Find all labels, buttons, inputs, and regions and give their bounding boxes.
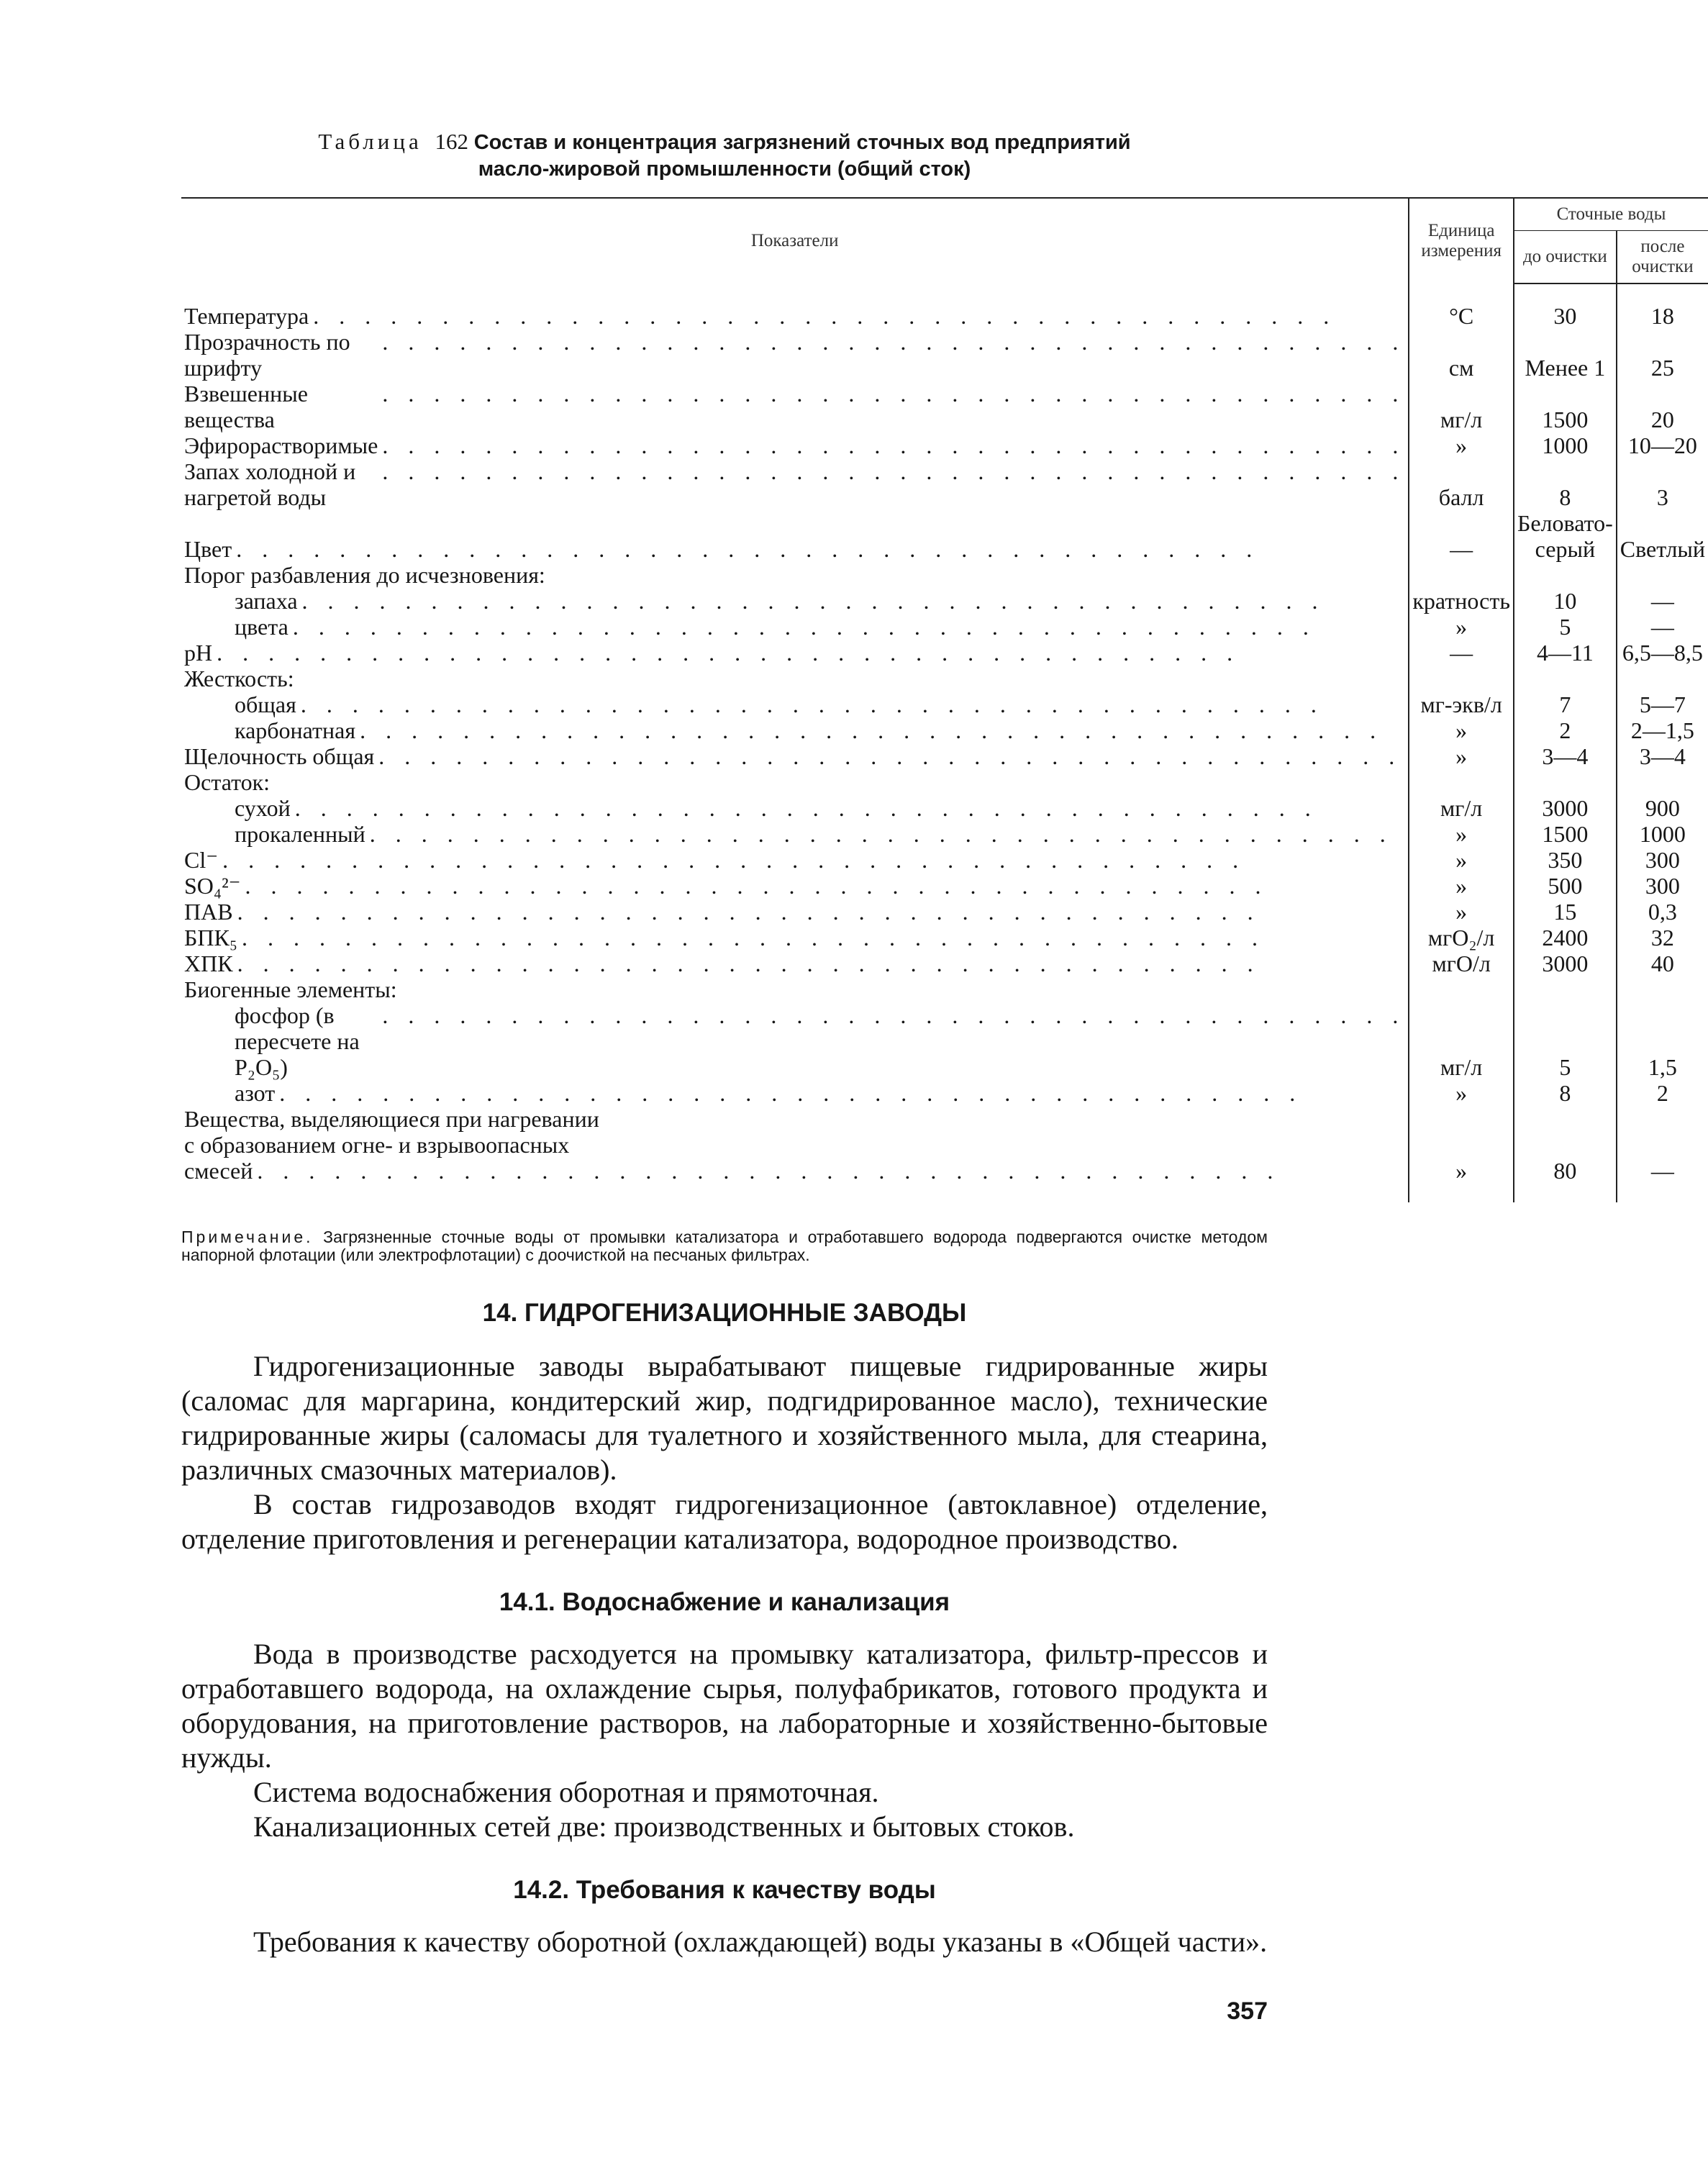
- row-before: [1514, 976, 1617, 1002]
- row-label: с образованием огне- и взрывоопасных: [184, 1132, 573, 1158]
- table-row: [181, 1158, 1708, 1202]
- row-after: 0,3: [1617, 899, 1708, 925]
- row-after: 20: [1617, 381, 1708, 432]
- row-unit: »: [1409, 1080, 1514, 1106]
- row-after: 18: [1617, 284, 1708, 329]
- row-label-cell: [181, 432, 1409, 458]
- row-after: 300: [1617, 873, 1708, 899]
- row-label: Жесткость:: [184, 666, 299, 691]
- row-label: запаха: [235, 588, 302, 614]
- row-label: Остаток:: [184, 769, 274, 795]
- table-row: [181, 614, 1708, 640]
- leader-dots: . . . . . . . . . . . . . . . . . . . . . . . . . . . . . . . . . . . . . . . .: [301, 588, 1325, 614]
- row-before: [1514, 562, 1617, 588]
- row-after: [1617, 976, 1708, 1002]
- row-label: БПК₅: [184, 925, 242, 951]
- row-unit: »: [1409, 873, 1514, 899]
- leader-dots: . . . . . . . . . . . . . . . . . . . . . . . . . . . . . . . . . . . . . . . .: [222, 847, 1246, 873]
- header-before: до очистки: [1514, 231, 1617, 284]
- table-row: [181, 381, 1708, 432]
- leader-dots: . . . . . . . . . . . . . . . . . . . . . . . . . . . . . . . . . . . . . . . .: [382, 432, 1406, 458]
- row-before: 15: [1514, 899, 1617, 925]
- table-row: [181, 951, 1708, 976]
- row-label-cell: [181, 1002, 1409, 1080]
- table-row: [181, 458, 1708, 510]
- row-before: 4—11: [1514, 640, 1617, 666]
- section-14-paragraph-2: В состав гидрозаводов входят гидрогенизационное (автоклавное) отделение, отделение приготовления и регенерации катализатора, водородное производство.: [181, 1488, 1268, 1555]
- row-after: Светлый: [1617, 510, 1708, 562]
- leader-dots: . . . . . . . . . . . . . . . . . . . . . . . . . . . . . . . . . . . . . . . .: [300, 691, 1324, 717]
- table-row: [181, 743, 1708, 769]
- row-unit: мг-экв/л: [1409, 691, 1514, 717]
- row-unit: »: [1409, 847, 1514, 873]
- row-label-cell: [181, 821, 1409, 847]
- table-row: [181, 1002, 1708, 1080]
- note-text: Загрязненные сточные воды от промывки катализатора и отработавшего водорода подвергаются очистке методом напорной флотации (или электрофлотации) с доочисткой на песчаных фильтрах.: [181, 1228, 1268, 1264]
- row-unit: мгO/л: [1409, 951, 1514, 976]
- section-14-1-paragraph-3: Канализационных сетей две: производственных и бытовых стоков.: [253, 1810, 1075, 1843]
- row-label-cell: [181, 976, 1409, 1002]
- row-label-cell: [181, 743, 1409, 769]
- row-unit: »: [1409, 1158, 1514, 1202]
- row-after: 2: [1617, 1080, 1708, 1106]
- row-before: Беловато-серый: [1514, 510, 1617, 562]
- leader-dots: . . . . . . . . . . . . . . . . . . . . . . . . . . . . . . . . . . . . . . . .: [382, 329, 1406, 355]
- row-label-cell: [181, 284, 1409, 329]
- row-label: pH: [184, 640, 217, 666]
- table-row: [181, 588, 1708, 614]
- row-unit: мг/л: [1409, 795, 1514, 821]
- table-row: [181, 329, 1708, 381]
- leader-dots: . . . . . . . . . . . . . . . . . . . . . . . . . . . . . . . . . . . . . . . .: [382, 1002, 1406, 1028]
- row-label-cell: [181, 640, 1409, 666]
- row-label-cell: [181, 329, 1409, 381]
- row-before: 3000: [1514, 795, 1617, 821]
- row-before: 8: [1514, 458, 1617, 510]
- leader-dots: . . . . . . . . . . . . . . . . . . . . . . . . . . . . . . . . . . . . . . . .: [217, 640, 1240, 666]
- row-before: 500: [1514, 873, 1617, 899]
- row-before: 1500: [1514, 821, 1617, 847]
- row-after: [1617, 666, 1708, 691]
- row-label: общая: [235, 691, 301, 717]
- row-before: 3—4: [1514, 743, 1617, 769]
- row-label-cell: [181, 666, 1409, 691]
- row-after: 3: [1617, 458, 1708, 510]
- table-row: [181, 666, 1708, 691]
- row-unit: —: [1409, 510, 1514, 562]
- row-unit: [1409, 1106, 1514, 1132]
- row-label-cell: [181, 1158, 1409, 1202]
- section-14-2-title: 14.2. Требования к качеству воды: [513, 1876, 936, 1904]
- row-after: 6,5—8,5: [1617, 640, 1708, 666]
- row-after: 25: [1617, 329, 1708, 381]
- row-label-cell: [181, 510, 1409, 562]
- row-after: —: [1617, 1158, 1708, 1202]
- leader-dots: . . . . . . . . . . . . . . . . . . . . . . . . . . . . . . . . . . . . . . . .: [237, 951, 1260, 976]
- header-unit: Единица измерения: [1409, 198, 1514, 284]
- header-indicators: Показатели: [181, 198, 1409, 284]
- leader-dots: . . . . . . . . . . . . . . . . . . . . . . . . . . . . . . . . . . . . . . . .: [382, 381, 1406, 407]
- row-label: Эфирорастворимые: [184, 432, 382, 458]
- row-label: сухой: [235, 795, 295, 821]
- row-label: карбонатная: [235, 717, 360, 743]
- row-before: 10: [1514, 588, 1617, 614]
- row-label-cell: [181, 899, 1409, 925]
- row-label-cell: [181, 691, 1409, 717]
- leader-dots: . . . . . . . . . . . . . . . . . . . . . . . . . . . . . . . . . . . . . . . .: [279, 1080, 1303, 1106]
- table-note: [181, 1228, 1268, 1264]
- table-row: [181, 925, 1708, 951]
- leader-dots: . . . . . . . . . . . . . . . . . . . . . . . . . . . . . . . . . . . . . . . .: [294, 795, 1318, 821]
- row-label: Cl⁻: [184, 847, 222, 873]
- row-unit: [1409, 666, 1514, 691]
- row-label: Биогенные элементы:: [184, 976, 401, 1002]
- table-title-line2: масло-жировой промышленности (общий сток): [478, 158, 971, 181]
- row-before: 1000: [1514, 432, 1617, 458]
- table-row: [181, 821, 1708, 847]
- composition-table: [181, 197, 1708, 1202]
- row-after: 900: [1617, 795, 1708, 821]
- row-label-cell: [181, 1080, 1409, 1106]
- row-unit: [1409, 769, 1514, 795]
- row-before: 3000: [1514, 951, 1617, 976]
- table-body: [181, 284, 1708, 1202]
- leader-dots: . . . . . . . . . . . . . . . . . . . . . . . . . . . . . . . . . . . . . . . .: [360, 717, 1384, 743]
- table-row: [181, 873, 1708, 899]
- table-row: [181, 562, 1708, 588]
- row-before: [1514, 1132, 1617, 1158]
- table-row: [181, 284, 1708, 329]
- row-after: 40: [1617, 951, 1708, 976]
- row-unit: см: [1409, 329, 1514, 381]
- table-row: [181, 976, 1708, 1002]
- row-label: фосфор (в пересчете на P₂O₅): [235, 1002, 382, 1080]
- row-after: 1000: [1617, 821, 1708, 847]
- table-row: [181, 640, 1708, 666]
- row-label: Прозрачность по шрифту: [184, 329, 382, 381]
- row-after: 300: [1617, 847, 1708, 873]
- row-label-cell: [181, 614, 1409, 640]
- row-unit: балл: [1409, 458, 1514, 510]
- row-unit: [1409, 562, 1514, 588]
- table-number: 162: [435, 129, 468, 154]
- leader-dots: . . . . . . . . . . . . . . . . . . . . . . . . . . . . . . . . . . . . . . . .: [369, 821, 1393, 847]
- row-unit: »: [1409, 614, 1514, 640]
- row-label: Температура: [184, 303, 313, 329]
- row-label-cell: [181, 873, 1409, 899]
- row-label: цвета: [235, 614, 293, 640]
- row-after: 3—4: [1617, 743, 1708, 769]
- row-label-cell: [181, 795, 1409, 821]
- row-after: [1617, 562, 1708, 588]
- section-14-title: 14. ГИДРОГЕНИЗАЦИОННЫЕ ЗАВОДЫ: [482, 1299, 967, 1327]
- row-label: Щелочность общая: [184, 743, 378, 769]
- row-label-cell: [181, 925, 1409, 951]
- leader-dots: . . . . . . . . . . . . . . . . . . . . . . . . . . . . . . . . . . . . . . . .: [237, 899, 1260, 925]
- row-label: прокаленный: [235, 821, 370, 847]
- leader-dots: . . . . . . . . . . . . . . . . . . . . . . . . . . . . . . . . . . . . . . . .: [236, 536, 1260, 562]
- leader-dots: . . . . . . . . . . . . . . . . . . . . . . . . . . . . . . . . . . . . . . . .: [245, 873, 1268, 899]
- row-label-cell: [181, 458, 1409, 510]
- row-label-cell: [181, 1132, 1409, 1158]
- row-label: смесей: [184, 1158, 257, 1184]
- row-after: [1617, 769, 1708, 795]
- row-after: 5—7: [1617, 691, 1708, 717]
- row-label-cell: [181, 381, 1409, 432]
- row-after: 1,5: [1617, 1002, 1708, 1080]
- row-before: 8: [1514, 1080, 1617, 1106]
- table-row: [181, 899, 1708, 925]
- row-unit: »: [1409, 432, 1514, 458]
- row-unit: °С: [1409, 284, 1514, 329]
- row-before: 80: [1514, 1158, 1617, 1202]
- row-before: 2400: [1514, 925, 1617, 951]
- row-label: Порог разбавления до исчезновения:: [184, 562, 550, 588]
- table-row: [181, 432, 1708, 458]
- row-unit: мгO₂/л: [1409, 925, 1514, 951]
- page-number: 357: [1227, 1997, 1268, 2025]
- row-before: Менее 1: [1514, 329, 1617, 381]
- row-label-cell: [181, 847, 1409, 873]
- row-label-cell: [181, 588, 1409, 614]
- row-unit: »: [1409, 717, 1514, 743]
- table-row: [181, 1106, 1708, 1132]
- table-row: [181, 691, 1708, 717]
- row-after: —: [1617, 614, 1708, 640]
- row-label-cell: [181, 1106, 1409, 1132]
- leader-dots: . . . . . . . . . . . . . . . . . . . . . . . . . . . . . . . . . . . . . . . .: [313, 303, 1337, 329]
- row-after: —: [1617, 588, 1708, 614]
- row-before: 350: [1514, 847, 1617, 873]
- row-unit: мг/л: [1409, 381, 1514, 432]
- section-14-1-paragraph-1: Вода в производстве расходуется на промывку катализатора, фильтр-прессов и отработавшего водорода, на охлаждение сырья, полуфабрикатов, готового продукта и оборудования, на приготовление растворов, на лабораторные и хозяйственно-бытовые нужды.: [181, 1638, 1268, 1774]
- leader-dots: . . . . . . . . . . . . . . . . . . . . . . . . . . . . . . . . . . . . . . . .: [257, 1158, 1281, 1184]
- table-row: [181, 1080, 1708, 1106]
- row-before: 2: [1514, 717, 1617, 743]
- header-wastewater: Сточные воды: [1514, 198, 1708, 231]
- table-title-line1: Состав и концентрация загрязнений сточных вод предприятий: [473, 131, 1131, 154]
- header-after: после очистки: [1617, 231, 1708, 284]
- section-14-1-title: 14.1. Водоснабжение и канализация: [499, 1588, 950, 1616]
- row-unit: »: [1409, 743, 1514, 769]
- row-before: 5: [1514, 1002, 1617, 1080]
- note-label: Примечание.: [181, 1228, 314, 1246]
- row-label: Взвешенные вещества: [184, 381, 382, 432]
- leader-dots: . . . . . . . . . . . . . . . . . . . . . . . . . . . . . . . . . . . . . . . .: [378, 743, 1402, 769]
- row-label-cell: [181, 951, 1409, 976]
- row-before: [1514, 1106, 1617, 1132]
- table-caption: [181, 128, 1268, 183]
- row-before: 1500: [1514, 381, 1617, 432]
- row-before: 5: [1514, 614, 1617, 640]
- row-after: 10—20: [1617, 432, 1708, 458]
- row-after: 2—1,5: [1617, 717, 1708, 743]
- section-14-paragraph-1: Гидрогенизационные заводы вырабатывают пищевые гидрированные жиры (саломас для маргарина, кондитерский жир, подгидрированное масло), технические гидрированные жиры (саломасы для туалетного и хозяйственного мыла, для стеарина, различных смазочных материалов).: [181, 1350, 1268, 1486]
- row-unit: »: [1409, 899, 1514, 925]
- row-label-cell: [181, 717, 1409, 743]
- leader-dots: . . . . . . . . . . . . . . . . . . . . . . . . . . . . . . . . . . . . . . . .: [241, 925, 1265, 951]
- table-row: [181, 717, 1708, 743]
- row-unit: кратность: [1409, 588, 1514, 614]
- row-unit: —: [1409, 640, 1514, 666]
- section-14-1-paragraph-2: Система водоснабжения оборотная и прямоточная.: [253, 1776, 879, 1808]
- row-label-cell: [181, 769, 1409, 795]
- section-14-2-paragraph-1: Требования к качеству оборотной (охлаждающей) воды указаны в «Общей части».: [253, 1926, 1268, 1958]
- row-before: [1514, 769, 1617, 795]
- leader-dots: . . . . . . . . . . . . . . . . . . . . . . . . . . . . . . . . . . . . . . . .: [382, 458, 1406, 484]
- row-label: SO₄²⁻: [184, 873, 245, 899]
- row-before: 30: [1514, 284, 1617, 329]
- page-content: [181, 128, 1706, 2025]
- table-row: [181, 795, 1708, 821]
- row-unit: [1409, 1132, 1514, 1158]
- row-unit: [1409, 976, 1514, 1002]
- row-before: 7: [1514, 691, 1617, 717]
- row-after: 32: [1617, 925, 1708, 951]
- row-after: [1617, 1132, 1708, 1158]
- row-label: ПАВ: [184, 899, 237, 925]
- row-after: [1617, 1106, 1708, 1132]
- row-before: [1514, 666, 1617, 691]
- row-label: ХПК: [184, 951, 237, 976]
- row-label: Вещества, выделяющиеся при нагревании: [184, 1106, 604, 1132]
- row-unit: »: [1409, 821, 1514, 847]
- table-row: [181, 510, 1708, 562]
- table-row: [181, 1132, 1708, 1158]
- row-label: Цвет: [184, 536, 236, 562]
- row-unit: мг/л: [1409, 1002, 1514, 1080]
- row-label: азот: [235, 1080, 279, 1106]
- row-label-cell: [181, 562, 1409, 588]
- leader-dots: . . . . . . . . . . . . . . . . . . . . . . . . . . . . . . . . . . . . . . . .: [292, 614, 1316, 640]
- table-label: Таблица: [318, 129, 422, 154]
- table-row: [181, 769, 1708, 795]
- table-row: [181, 847, 1708, 873]
- row-label: Запах холодной и нагретой воды: [184, 458, 382, 510]
